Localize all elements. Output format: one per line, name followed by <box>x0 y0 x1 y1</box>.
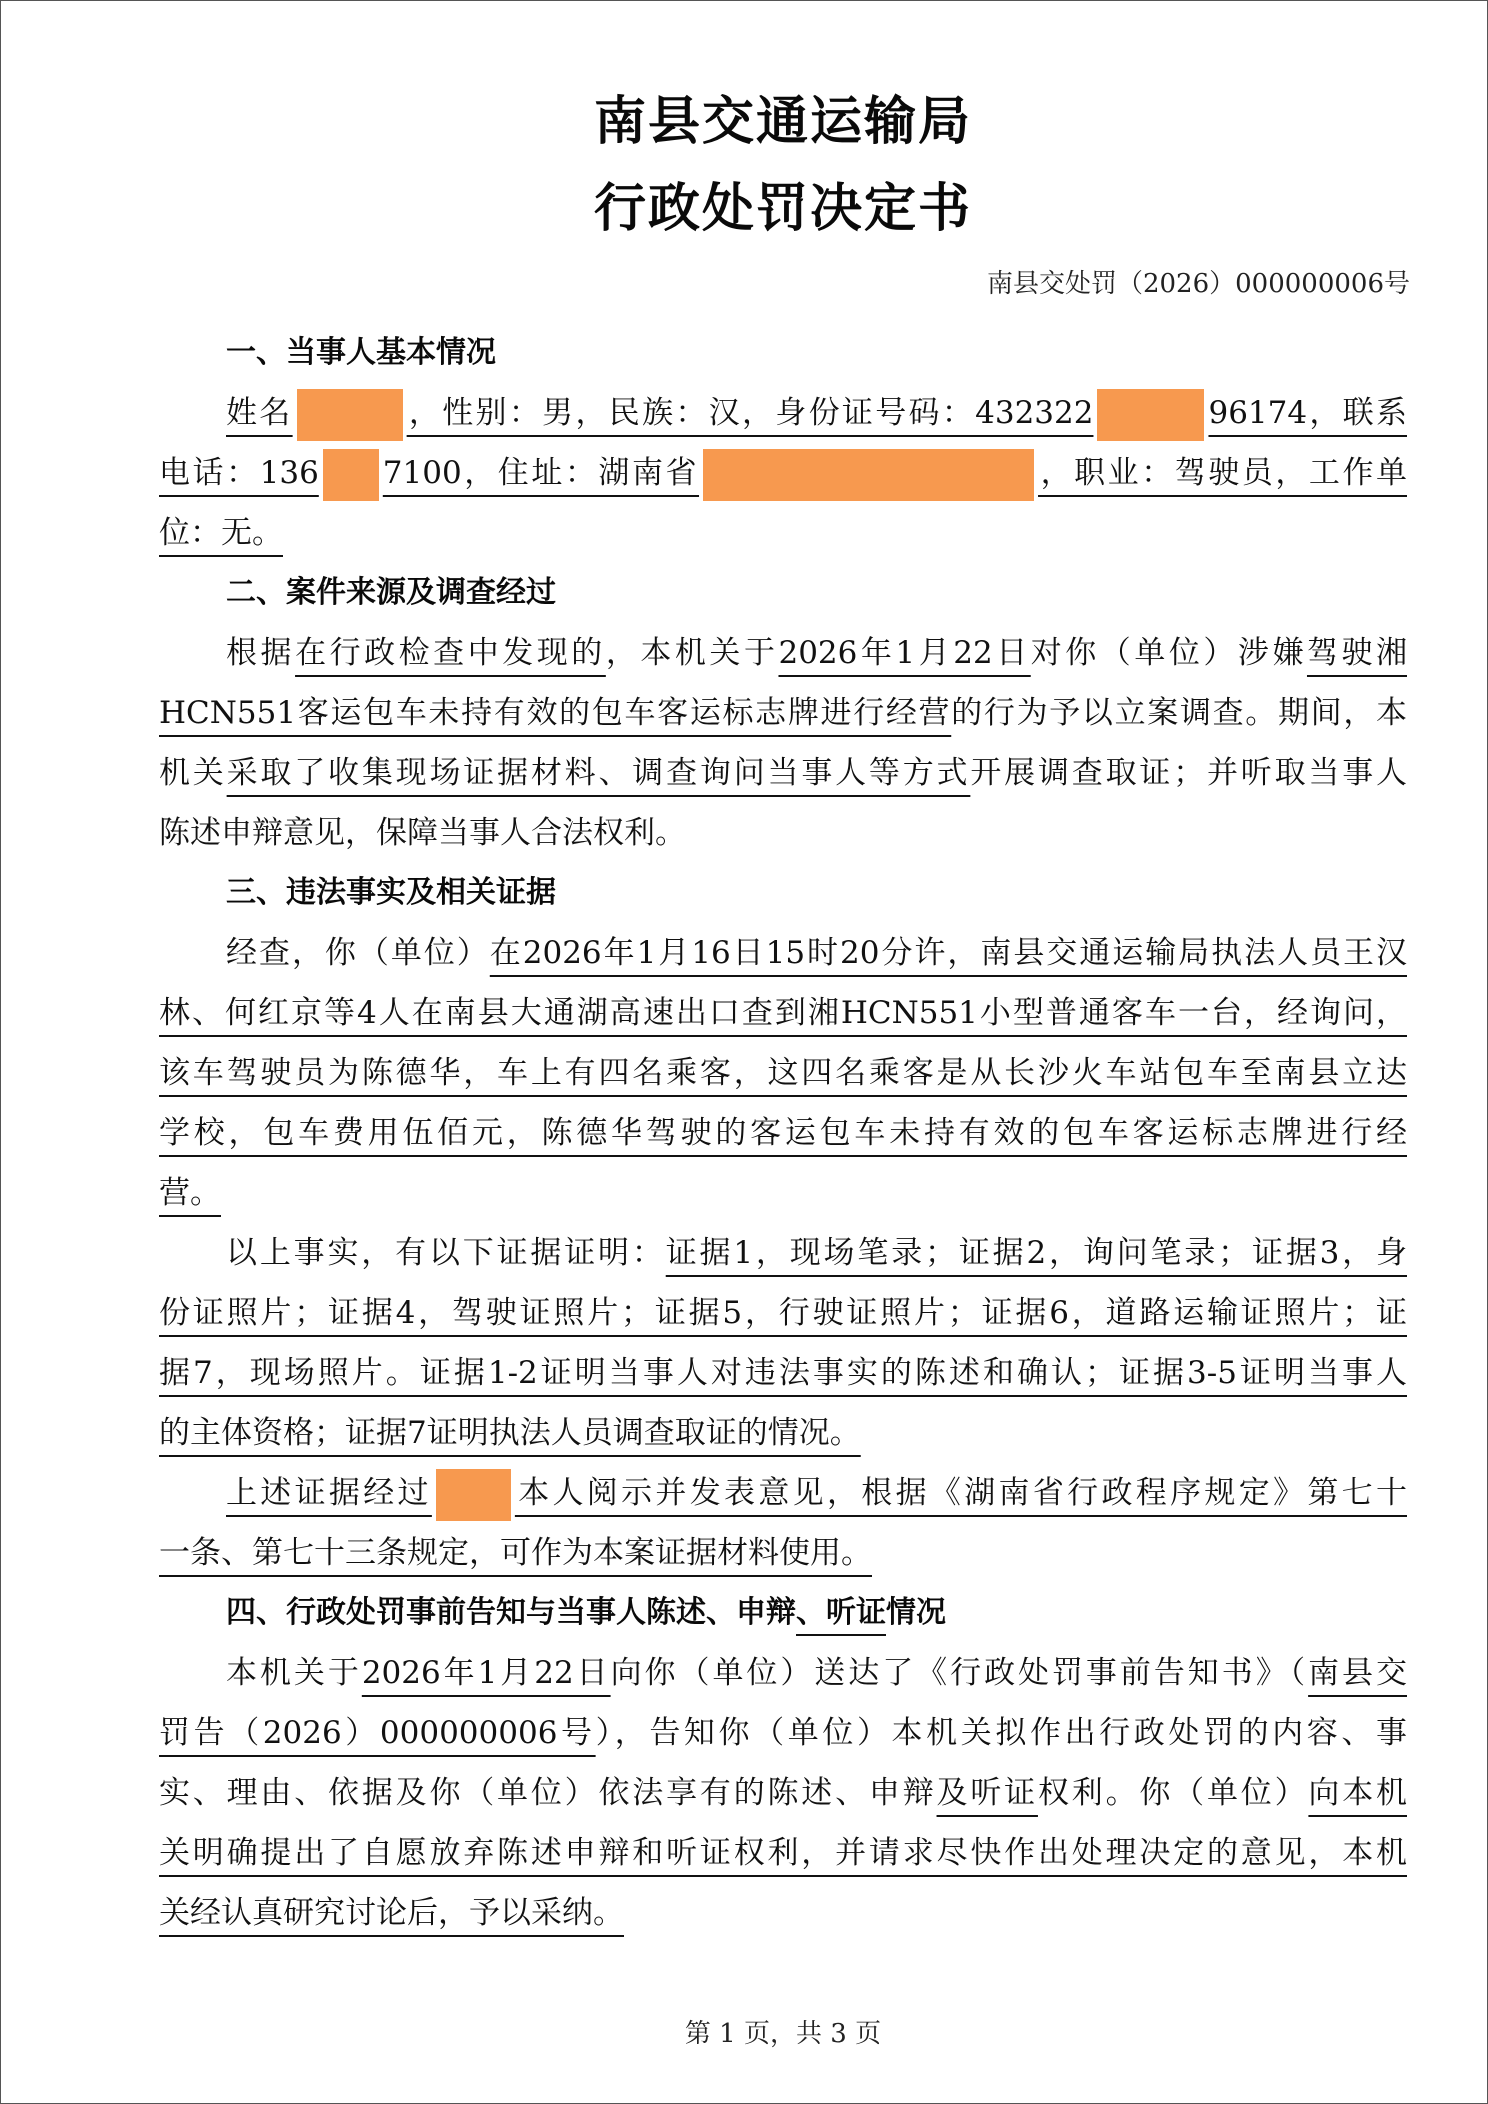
underlined-text: 2026年1月22日 <box>778 635 1031 671</box>
redaction-box <box>1097 389 1204 441</box>
text-segment: 经查，你（单位） <box>226 935 490 971</box>
underlined-text: 位：无。 <box>159 515 283 551</box>
text-line <box>159 503 1407 563</box>
text-line <box>159 1403 1407 1463</box>
underlined-text: 采取了收集现场证据材料、调查询问当事人等方式 <box>226 755 971 791</box>
underlined-text: 96174，联系 <box>1208 395 1407 431</box>
underlined-text: 一条、第七十三条规定，可作为本案证据材料使用。 <box>159 1535 872 1571</box>
text-segment: 开展调查取证；并听取当事人 <box>970 755 1407 791</box>
section-heading <box>159 323 1407 383</box>
text-line <box>159 1223 1407 1283</box>
text-line <box>159 1283 1407 1343</box>
text-line <box>159 683 1407 743</box>
underlined-text: 的主体资格；证据7证明执法人员调查取证的情况。 <box>159 1415 861 1451</box>
text-segment: 的行为予以立案调查。期间，本 <box>951 695 1407 731</box>
underlined-text: 林、何红京等4人在南县大通湖高速出口查到湘HCN551小型普通客车一台，经询问， <box>159 995 1407 1031</box>
text-segment: 陈述申辩意见，保障当事人合法权利。 <box>159 815 686 851</box>
underlined-text: ，性别：男，民族：汉，身份证号码：432322 <box>406 395 1094 431</box>
text-line <box>159 1523 1407 1583</box>
underlined-text: 向本机 <box>1308 1775 1407 1811</box>
underlined-text: ，职业：驾驶员，工作单 <box>1038 455 1407 491</box>
underlined-text: 关经认真研究讨论后，予以采纳。 <box>159 1895 624 1931</box>
underlined-text: 关明确提出了自愿放弃陈述申辩和听证权利，并请求尽快作出处理决定的意见，本机 <box>159 1835 1407 1871</box>
text-segment: 情况 <box>886 1595 946 1630</box>
underlined-text: 罚告（2026）000000006号 <box>159 1715 596 1751</box>
text-segment: 本机关于 <box>226 1655 362 1691</box>
text-segment: 实、理由、依据及你（单位）依法享有的陈述、申辩 <box>159 1775 937 1811</box>
text-segment: 向你（单位）送达了《行政处罚事前告知书》（ <box>610 1655 1309 1691</box>
text-segment: 一、当事人基本情况 <box>226 335 496 370</box>
text-line <box>159 803 1407 863</box>
document-title: 行政处罚决定书 <box>593 179 972 239</box>
text-segment: 二、案件来源及调查经过 <box>226 575 556 610</box>
text-segment: 机关 <box>159 755 227 791</box>
underlined-text: 在行政检查中发现的 <box>295 635 606 671</box>
text-line <box>159 743 1407 803</box>
underlined-text: 电话：136 <box>159 455 319 491</box>
text-line <box>159 623 1407 683</box>
underlined-text: 据7，现场照片。证据1-2证明当事人对违法事实的陈述和确认；证据3-5证明当事人 <box>159 1355 1407 1391</box>
underlined-text: 2026年1月22日 <box>361 1655 611 1691</box>
text-line <box>159 1343 1407 1403</box>
section-heading <box>159 1583 1407 1643</box>
underlined-text: 在2026年1月16日15时20分许，南县交通运输局执法人员王汉 <box>489 935 1407 971</box>
document-number: 南县交处罚（2026）000000006号 <box>986 269 1410 299</box>
text-line <box>159 1763 1407 1823</box>
text-segment: 四、行政处罚事前告知与当事人陈述、申辩 <box>226 1595 796 1630</box>
text-line <box>159 1163 1407 1223</box>
underlined-text: HCN551客运包车未持有效的包车客运标志牌进行经营 <box>159 695 952 731</box>
section-heading <box>159 863 1407 923</box>
underlined-text: 证据1，现场笔录；证据2，询问笔录；证据3，身 <box>665 1235 1407 1271</box>
page-footer: 第 1 页，共 3 页 <box>684 2019 882 2049</box>
underlined-text: 南县交 <box>1308 1655 1407 1691</box>
redaction-box <box>323 449 379 501</box>
text-line <box>159 383 1407 443</box>
underlined-text: 份证照片；证据4，驾驶证照片；证据5，行驶证照片；证据6，道路运输证照片；证 <box>159 1295 1407 1331</box>
text-segment: 根据 <box>226 635 296 671</box>
redaction-box <box>297 389 403 441</box>
text-segment: 权利。你（单位） <box>1037 1775 1309 1811</box>
text-line <box>159 1463 1407 1523</box>
text-line <box>159 443 1407 503</box>
text-segment: 以上事实，有以下证据证明： <box>226 1235 666 1271</box>
section-heading <box>159 563 1407 623</box>
underlined-text: 驾驶湘 <box>1306 635 1407 671</box>
redaction-box <box>436 1469 511 1521</box>
text-line <box>159 1043 1407 1103</box>
text-segment: 对你（单位）涉嫌 <box>1030 635 1307 671</box>
text-line <box>159 1103 1407 1163</box>
text-line <box>159 1883 1407 1943</box>
underlined-text: 学校，包车费用伍佰元，陈德华驾驶的客运包车未持有效的包车客运标志牌进行经 <box>159 1115 1407 1151</box>
underlined-text: 营。 <box>159 1175 221 1211</box>
underlined-text: 该车驾驶员为陈德华，车上有四名乘客，这四名乘客是从长沙火车站包车至南县立达 <box>159 1055 1407 1091</box>
underlined-text: 本人阅示并发表意见，根据《湖南省行政程序规定》第七十 <box>514 1475 1407 1511</box>
text-line <box>159 1643 1407 1703</box>
text-line <box>159 1703 1407 1763</box>
underlined-text: 姓名 <box>226 395 293 431</box>
text-segment: 三、违法事实及相关证据 <box>226 875 556 910</box>
text-line <box>159 1823 1407 1883</box>
underlined-text: 及听证 <box>936 1775 1038 1811</box>
underlined-text: 7100，住址：湖南省 <box>382 455 700 491</box>
text-segment: ，本机关于 <box>605 635 779 671</box>
underlined-text: 、听证 <box>796 1595 886 1630</box>
text-line <box>159 923 1407 983</box>
document-title-agency: 南县交通运输局 <box>593 92 972 152</box>
text-segment: ），告知你（单位）本机关拟作出行政处罚的内容、事 <box>595 1715 1407 1751</box>
underlined-text: 上述证据经过 <box>226 1475 432 1511</box>
redaction-box <box>703 449 1034 501</box>
document-body <box>159 323 1407 1943</box>
text-line <box>159 983 1407 1043</box>
